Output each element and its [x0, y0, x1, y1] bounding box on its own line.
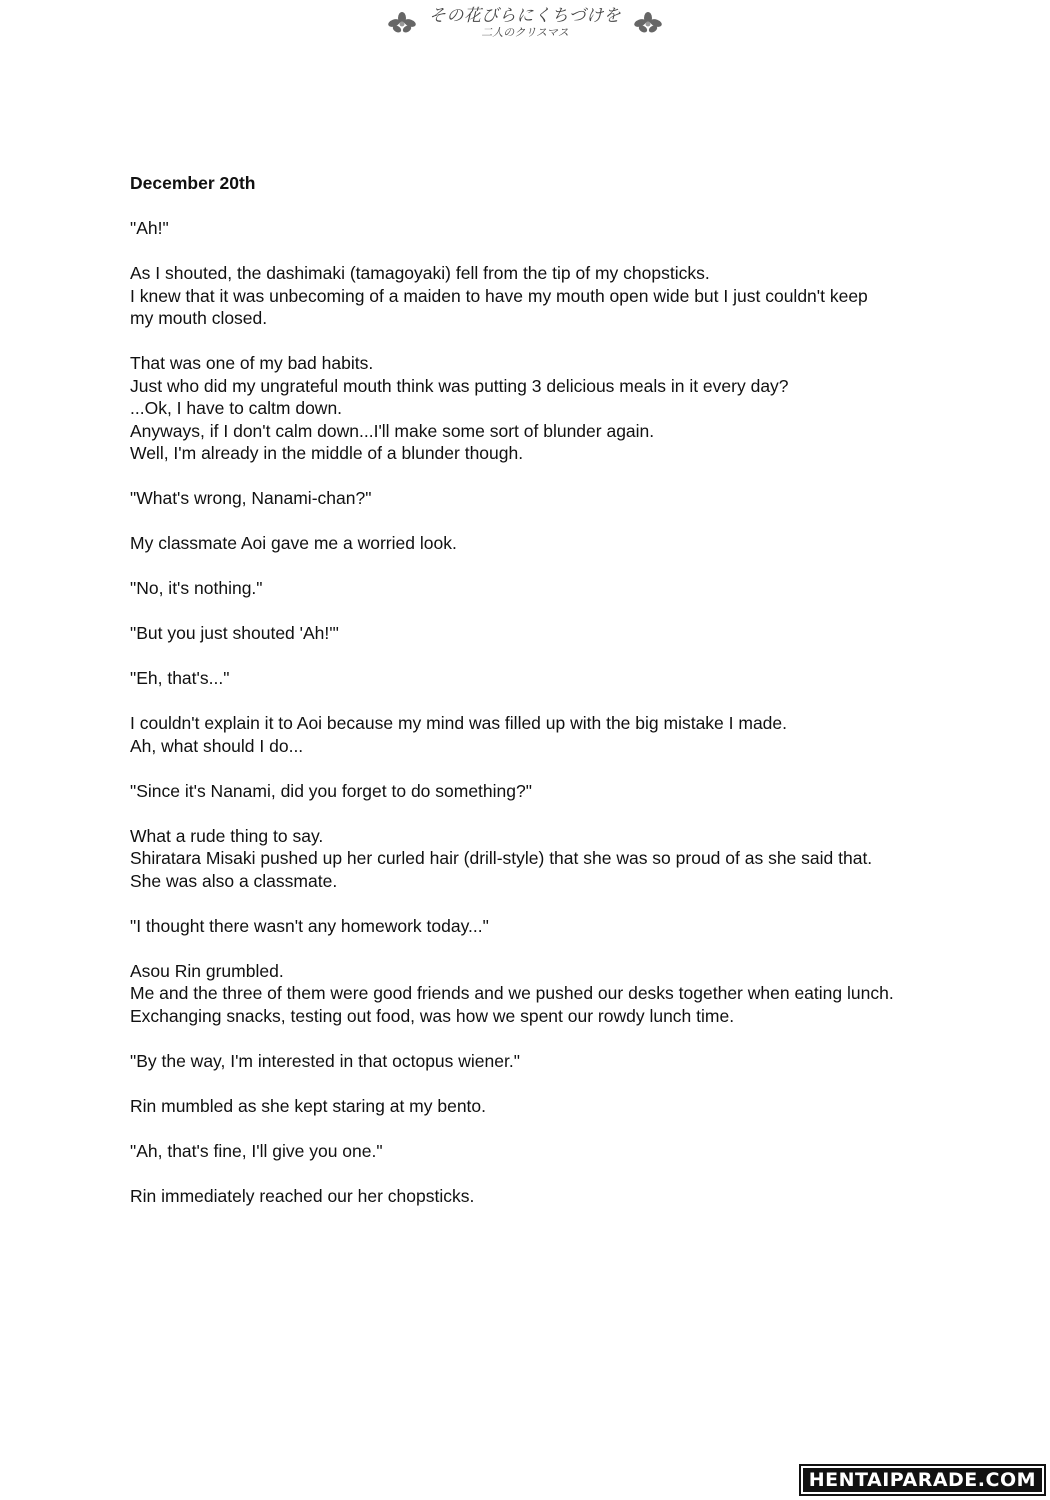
text-line: Shiratara Misaki pushed up her curled hair (drill-style) that she was so proud of as she said that. [130, 848, 873, 868]
paragraph [130, 352, 970, 465]
paragraph [130, 1050, 970, 1073]
text-line: Me and the three of them were good friends and we pushed our desks together when eating lunch. [130, 983, 894, 1003]
paragraph [130, 622, 970, 645]
text-line: What a rude thing to say. [130, 825, 324, 846]
header-title: その花びらにくちづけを [428, 6, 622, 26]
paragraph-list [130, 217, 970, 1207]
text-line: I couldn't explain it to Aoi because my mind was filled up with the big mistake I made. [130, 713, 788, 733]
text-line: She was also a classmate. [130, 870, 338, 891]
text-line: That was one of my bad habits. [130, 353, 374, 373]
page-header [0, 8, 1050, 38]
text-line: "Since it's Nanami, did you forget to do something?" [130, 780, 532, 801]
text-line: "What's wrong, Nanami-chan?" [130, 488, 372, 508]
paragraph [130, 1140, 970, 1163]
text-line: my mouth closed. [130, 308, 268, 328]
paragraph [130, 487, 970, 510]
text-line: "Eh, that's..." [130, 668, 230, 688]
paragraph [130, 915, 970, 938]
text-line: Just who did my ungrateful mouth think was putting 3 delicious meals in it every day? [130, 375, 789, 396]
text-line: My classmate Aoi gave me a worried look. [130, 533, 457, 553]
text-line: "Ah!" [130, 218, 169, 238]
paragraph [130, 825, 970, 893]
paragraph [130, 577, 970, 600]
flower-icon [631, 11, 665, 35]
text-line: "Ah, that's fine, I'll give you one." [130, 1140, 383, 1161]
text-line: I knew that it was unbecoming of a maiden to have my mouth open wide but I just couldn't keep [130, 285, 868, 306]
paragraph [130, 1185, 970, 1208]
text-line: "But you just shouted 'Ah!'" [130, 623, 339, 643]
paragraph [130, 1095, 970, 1118]
text-line: Anyways, if I don't calm down...I'll make some sort of blunder again. [130, 420, 655, 441]
document-body [130, 172, 970, 1230]
text-line: "No, it's nothing." [130, 578, 263, 598]
header-subtitle: 二人のクリスマス [481, 26, 569, 39]
text-line: "By the way, I'm interested in that octopus wiener." [130, 1050, 520, 1071]
paragraph [130, 262, 970, 330]
text-line: Ah, what should I do... [130, 735, 304, 756]
text-line: Rin immediately reached our her chopsticks. [130, 1185, 475, 1206]
text-line: Rin mumbled as she kept staring at my bento. [130, 1095, 487, 1116]
text-line: Well, I'm already in the middle of a blunder though. [130, 443, 524, 463]
header-text [429, 8, 621, 38]
watermark-logo: HENTAIPARADE.COM [801, 1466, 1044, 1494]
text-line: ...Ok, I have to caltm down. [130, 398, 343, 418]
paragraph [130, 712, 970, 757]
paragraph [130, 217, 970, 240]
paragraph [130, 960, 970, 1028]
paragraph [130, 780, 970, 803]
text-line: "I thought there wasn't any homework today..." [130, 915, 489, 936]
section-heading: December 20th [130, 173, 256, 193]
flower-icon [385, 11, 419, 35]
text-line: As I shouted, the dashimaki (tamagoyaki) fell from the tip of my chopsticks. [130, 263, 710, 283]
paragraph [130, 667, 970, 690]
text-line: Asou Rin grumbled. [130, 960, 284, 981]
paragraph [130, 532, 970, 555]
text-line: Exchanging snacks, testing out food, was how we spent our rowdy lunch time. [130, 1005, 735, 1026]
